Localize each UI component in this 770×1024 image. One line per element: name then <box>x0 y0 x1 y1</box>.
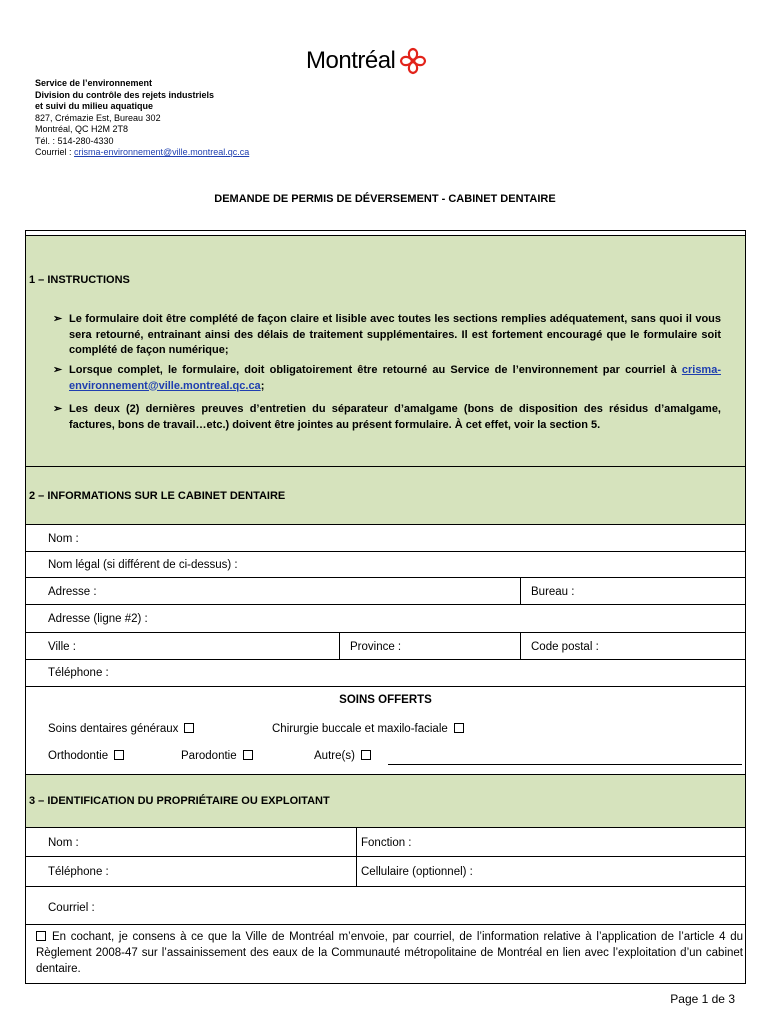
bureau-field[interactable]: Bureau : <box>531 586 575 598</box>
divider <box>356 828 357 856</box>
department-address <box>35 78 249 159</box>
email-line <box>35 147 249 159</box>
chirurgie-option[interactable] <box>272 723 464 735</box>
instruction-item <box>53 402 721 433</box>
field-row-ville <box>26 633 745 660</box>
adresse2-field[interactable]: Adresse (ligne #2) : <box>48 613 148 625</box>
field-row-telephone <box>26 660 745 687</box>
checkbox-icon[interactable] <box>243 750 253 760</box>
arrow-bullet-icon: ➢ <box>53 403 63 415</box>
divider <box>520 578 521 604</box>
instruction-text: Le formulaire doit être complété de façon claire et lisible avec toutes les sections remplies adéquatement, sans quoi il vous sera retourné, entrainant ainsi des délais de traitement supplémentaires. Il est fortement encouragé que le formulaire soit complété de façon numérique; <box>69 313 721 356</box>
montreal-logo <box>306 46 428 76</box>
divider <box>356 857 357 886</box>
field-row-owner-telephone <box>26 857 745 887</box>
option-label: Autre(s) <box>314 750 355 762</box>
section-clinic-info <box>26 467 745 525</box>
soins-heading: SOINS OFFERTS <box>339 694 432 706</box>
section-owner <box>26 775 745 828</box>
division-name-cont: et suivi du milieu aquatique <box>35 101 154 111</box>
checkbox-icon[interactable] <box>361 750 371 760</box>
email-label: Courriel : <box>35 147 75 157</box>
field-row-nom <box>26 525 745 552</box>
instruction-text: Lorsque complet, le formulaire, doit obligatoirement être retourné au Service de l’environnement par courriel à <box>69 364 682 376</box>
arrow-bullet-icon: ➢ <box>53 364 63 376</box>
field-row-owner-nom <box>26 828 745 857</box>
page-number: Page 1 de 3 <box>670 992 735 1006</box>
checkbox-icon[interactable] <box>184 723 194 733</box>
consent-block <box>36 929 743 977</box>
owner-telephone-field[interactable]: Téléphone : <box>48 866 109 878</box>
street-address: 827, Crémazie Est, Bureau 302 <box>35 112 161 123</box>
section-heading: 2 – INFORMATIONS SUR LE CABINET DENTAIRE <box>29 490 286 502</box>
field-row-courriel <box>26 887 745 925</box>
option-label: Parodontie <box>181 750 237 762</box>
section-instructions <box>26 235 745 467</box>
option-label: Soins dentaires généraux <box>48 723 179 735</box>
option-label: Chirurgie buccale et maxilo-faciale <box>272 723 448 735</box>
montreal-rosette-icon <box>398 46 428 76</box>
owner-nom-field[interactable]: Nom : <box>48 837 79 849</box>
adresse-field[interactable]: Adresse : <box>48 586 97 598</box>
arrow-bullet-icon: ➢ <box>53 313 63 325</box>
divider <box>520 633 521 659</box>
division-name: Division du contrôle des rejets industriels <box>35 89 215 100</box>
soins-offerts-block <box>26 687 745 775</box>
code-postal-field[interactable]: Code postal : <box>531 641 599 653</box>
service-name: Service de l’environnement <box>35 78 153 88</box>
option-label: Orthodontie <box>48 750 109 762</box>
section-heading: 1 – INSTRUCTIONS <box>29 274 130 286</box>
instruction-item <box>53 363 721 394</box>
page-title: DEMANDE DE PERMIS DE DÉVERSEMENT - CABINET DENTAIRE <box>214 193 556 205</box>
ville-field[interactable]: Ville : <box>48 641 76 653</box>
parodontie-option[interactable] <box>181 750 253 762</box>
checkbox-icon[interactable] <box>454 723 464 733</box>
autres-option[interactable] <box>314 750 371 762</box>
field-row-nom-legal <box>26 552 745 578</box>
field-row-adresse <box>26 578 745 605</box>
province-field[interactable]: Province : <box>350 641 402 653</box>
email-link[interactable]: crisma-environnement@ville.montreal.qc.ca <box>74 147 250 157</box>
logo-text: Montréal <box>306 47 396 74</box>
consent-checkbox-icon[interactable] <box>36 931 46 941</box>
soins-generaux-option[interactable] <box>48 723 194 735</box>
courriel-field[interactable]: Courriel : <box>48 902 95 914</box>
city-address: Montréal, QC H2M 2T8 <box>35 124 129 134</box>
autres-input-line[interactable] <box>388 764 742 765</box>
nom-legal-field[interactable]: Nom légal (si différent de ci-dessus) : <box>48 559 238 571</box>
cellulaire-field[interactable]: Cellulaire (optionnel) : <box>361 866 473 878</box>
instruction-item <box>53 312 721 359</box>
telephone-field[interactable]: Téléphone : <box>48 667 109 679</box>
phone-line: Tél. : 514-280-4330 <box>35 135 114 146</box>
checkbox-icon[interactable] <box>114 750 124 760</box>
instruction-text: Les deux (2) dernières preuves d’entretien du séparateur d’amalgame (bons de disposition des résidus d’amalgame, factures, bons de travail…etc.) doivent être jointes au présent formulaire. À cet effet, voir la section 5. <box>69 403 721 431</box>
fonction-field[interactable]: Fonction : <box>361 837 412 849</box>
orthodontie-option[interactable] <box>48 750 124 762</box>
nom-field[interactable]: Nom : <box>48 533 79 545</box>
instruction-email-link[interactable]: crisma-environnement@ville.montreal.qc.ca <box>69 364 721 392</box>
permit-form <box>25 230 746 984</box>
consent-text: En cochant, je consens à ce que la Ville de Montréal m’envoie, par courriel, de l’information relative à l’application de l’article 4 du Règlement 2008-47 sur l’assainissement des eaux de la Communauté métropolitaine de Montréal en lien avec l’exploitation d’un cabinet dentaire. <box>36 931 743 975</box>
instruction-text-end: ; <box>260 379 265 392</box>
section-heading: 3 – IDENTIFICATION DU PROPRIÉTAIRE OU EXPLOITANT <box>29 795 330 807</box>
field-row-adresse2 <box>26 605 745 633</box>
divider <box>339 633 340 659</box>
